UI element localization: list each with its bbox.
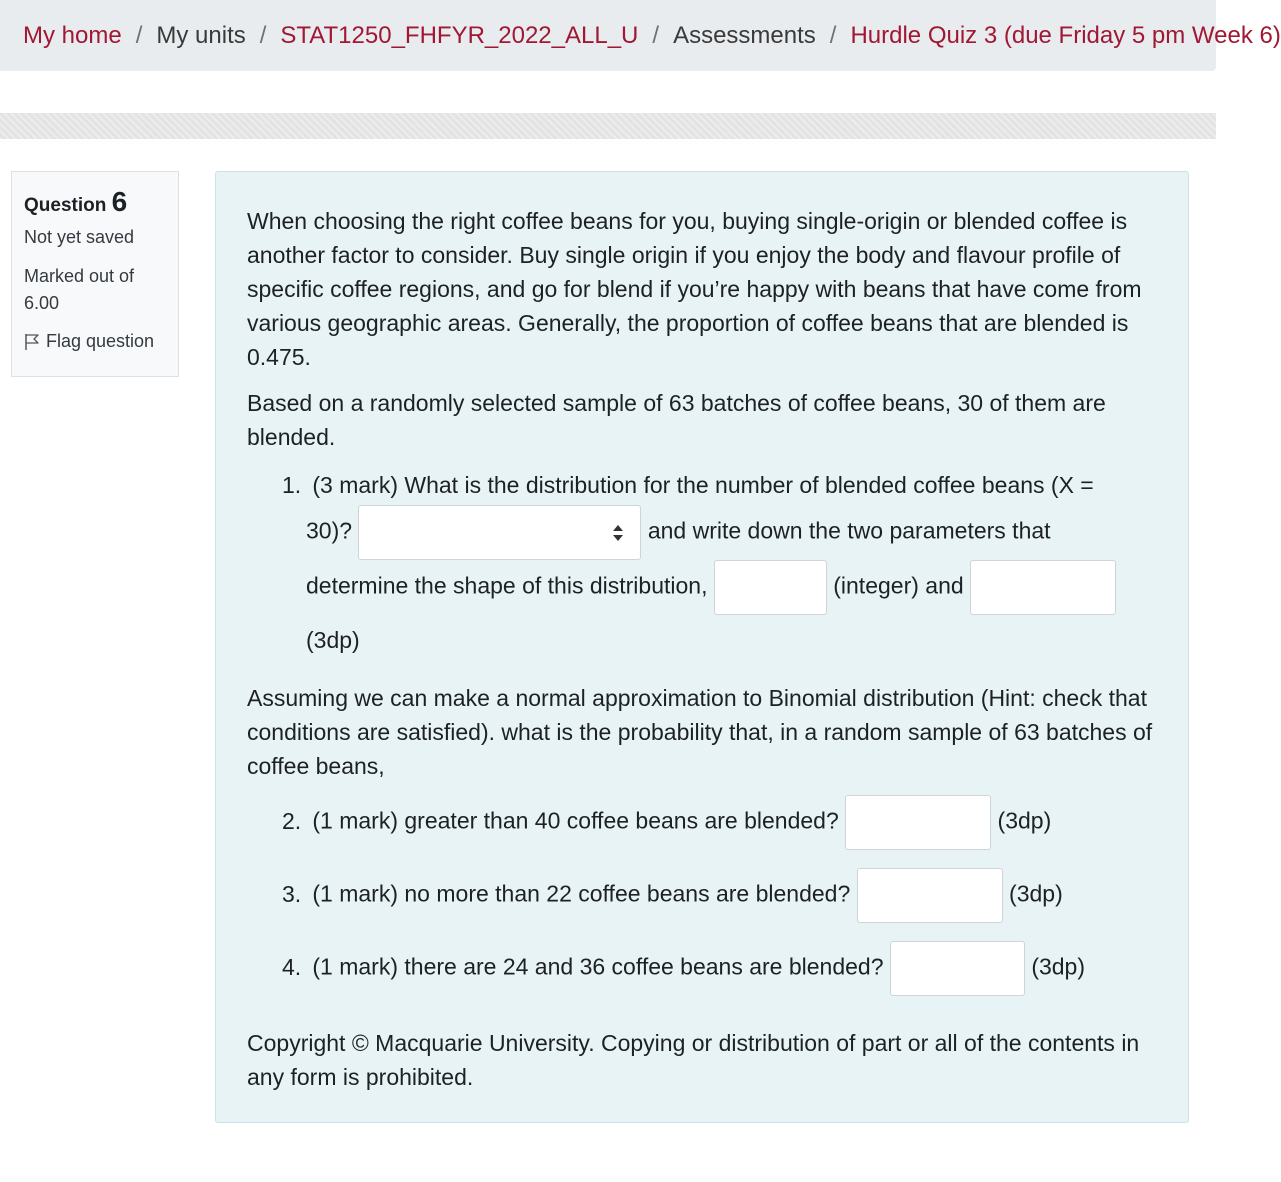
breadcrumb-separator: / <box>652 21 660 49</box>
question-number: 6 <box>111 186 128 217</box>
subquestion-2 <box>282 795 1157 850</box>
marked-label: Marked out of <box>24 266 135 286</box>
subquestion-2-text: (1 mark) greater than 40 coffee beans are blended? <box>312 807 839 834</box>
subquestion-3-number: 3. <box>282 880 302 907</box>
question-label: Question <box>24 195 107 216</box>
copyright-notice: Copyright © Macquarie University. Copying or distribution of part or all of the contents in any form is prohibited. <box>247 1030 1140 1090</box>
parameter-n-input[interactable] <box>714 560 827 615</box>
question-content <box>215 171 1189 1123</box>
question-intro: When choosing the right coffee beans for you, buying single-origin or blended coffee is another factor to consider. Buy single origin if you enjoy the body and flavour profile of specific coffee regions, and go for blend if you’re happy with beans that have come from various geographic areas. Generally, the proportion of coffee beans that are blended is 0.475. <box>247 208 1142 370</box>
header-divider <box>0 113 1216 139</box>
marked-value: 6.00 <box>24 293 60 313</box>
subquestion-1-line3 <box>306 560 1157 615</box>
distribution-select[interactable] <box>358 505 641 560</box>
breadcrumb-quiz[interactable]: Hurdle Quiz 3 (due Friday 5 pm Week 6) <box>850 21 1281 49</box>
subquestion-1-text-e: (integer) and <box>833 572 964 599</box>
question-normal-approx: Assuming we can make a normal approximation to Binomial distribution (Hint: check that conditions are satisfied). what is the probability that, in a random sample of 63 batches of coffee beans, <box>247 685 1153 779</box>
parameter-p-input[interactable] <box>970 560 1116 615</box>
breadcrumb-my-units: My units <box>156 21 246 49</box>
question-heading <box>24 186 166 218</box>
subquestion-2-unit: (3dp) <box>997 807 1052 834</box>
subquestion-4-unit: (3dp) <box>1031 953 1086 980</box>
question-grade <box>24 263 166 317</box>
select-arrows-icon <box>612 523 624 543</box>
subquestion-1-line4 <box>306 623 1157 657</box>
breadcrumb-separator: / <box>259 21 267 49</box>
subquestion-1-text-b: 30)? <box>306 517 353 544</box>
subquestion-1-line2 <box>306 505 1157 560</box>
subquestion-4-text: (1 mark) there are 24 and 36 coffee beans are blended? <box>312 953 884 980</box>
subquestion-3 <box>282 868 1157 923</box>
subquestion-1 <box>282 468 1157 502</box>
subquestion-4-input[interactable] <box>890 941 1025 996</box>
question-status: Not yet saved <box>24 227 135 247</box>
subquestion-2-number: 2. <box>282 807 302 834</box>
breadcrumb-separator: / <box>829 21 837 49</box>
subquestion-1-text-f: (3dp) <box>306 627 360 653</box>
question-info <box>11 171 179 377</box>
subquestion-4 <box>282 941 1157 996</box>
breadcrumb <box>0 0 1281 71</box>
flag-question-button[interactable] <box>24 331 166 352</box>
breadcrumb-course[interactable]: STAT1250_FHFYR_2022_ALL_U <box>280 21 639 49</box>
breadcrumb-assessments: Assessments <box>673 21 816 49</box>
subquestion-1-number: 1. <box>282 472 302 498</box>
subquestion-1-text-c: and write down the two parameters that <box>647 517 1051 544</box>
subquestion-3-text: (1 mark) no more than 22 coffee beans are blended? <box>312 880 851 907</box>
subquestion-2-input[interactable] <box>845 795 991 850</box>
subquestion-1-text-d: determine the shape of this distribution, <box>306 572 708 599</box>
subquestion-4-number: 4. <box>282 953 302 980</box>
subquestion-3-unit: (3dp) <box>1009 880 1063 907</box>
breadcrumb-my-home[interactable]: My home <box>23 21 122 49</box>
breadcrumb-separator: / <box>135 21 143 49</box>
subquestion-3-input[interactable] <box>857 868 1003 923</box>
flag-question-label: Flag question <box>46 331 155 351</box>
question-sample: Based on a randomly selected sample of 63 batches of coffee beans, 30 of them are blended. <box>247 390 1106 450</box>
subquestion-1-text-a: (3 mark) What is the distribution for the number of blended coffee beans (X = <box>312 472 1094 498</box>
flag-icon <box>24 333 40 351</box>
